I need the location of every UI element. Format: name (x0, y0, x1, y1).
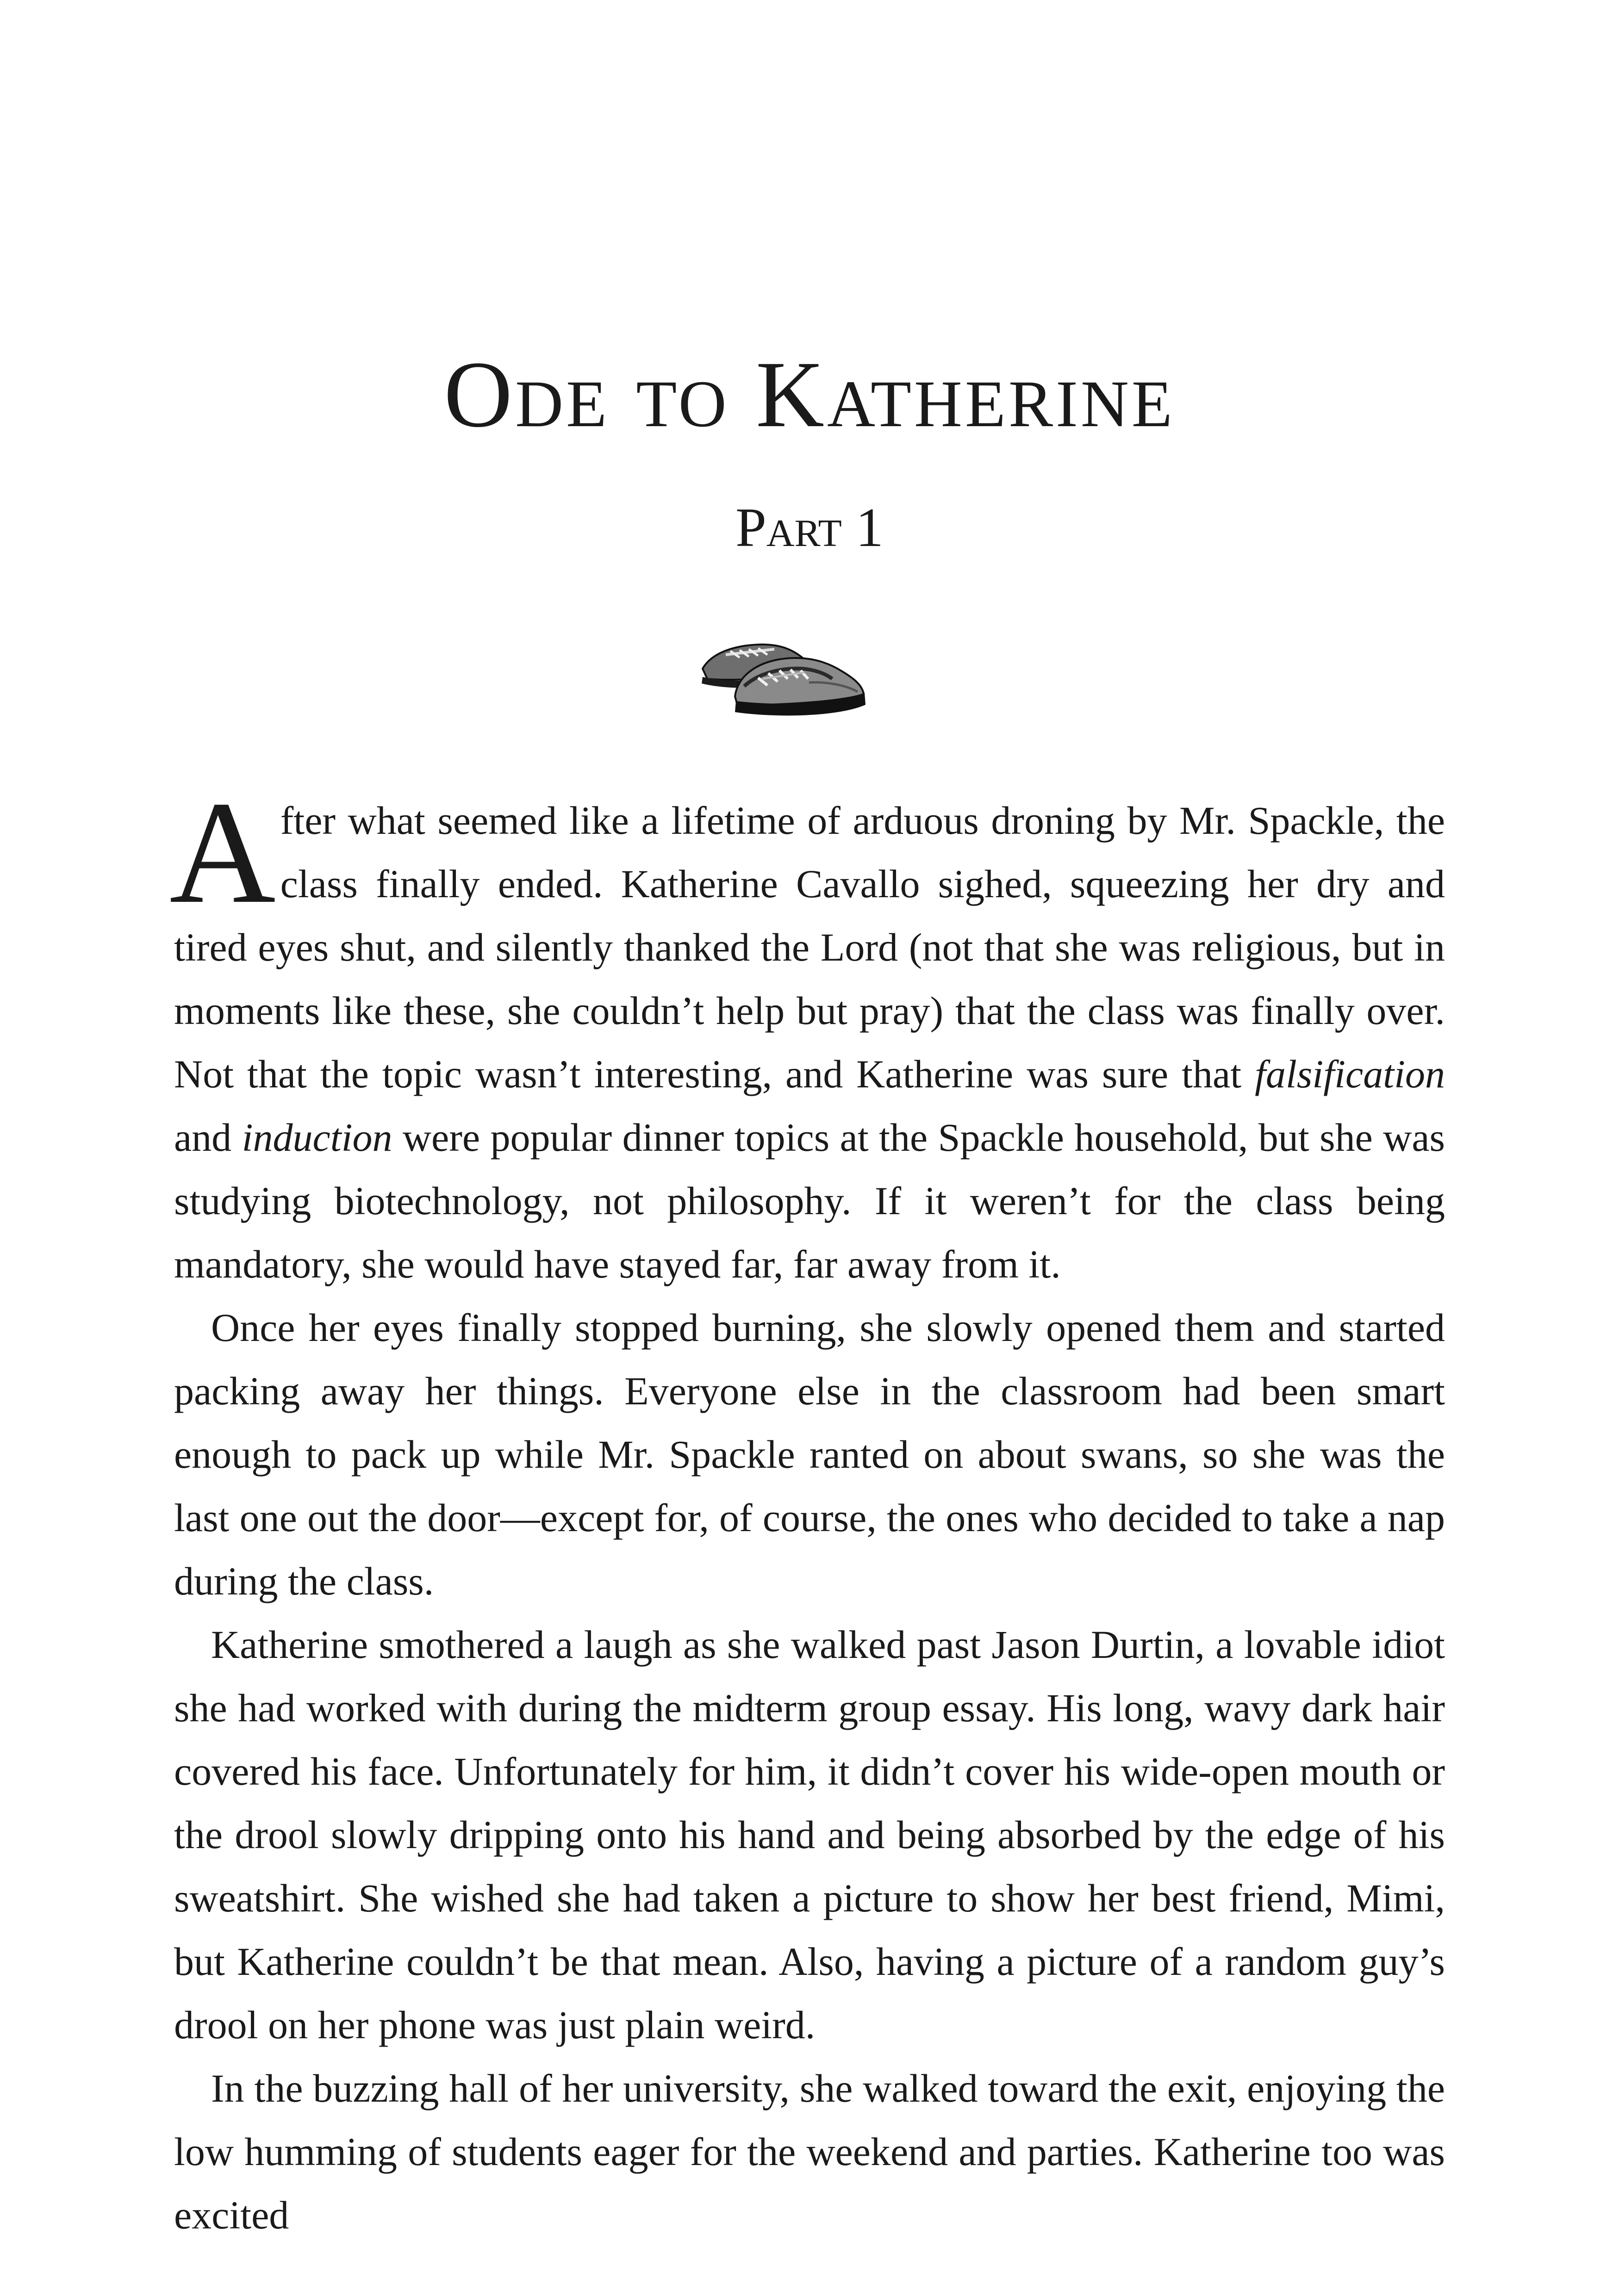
paragraph-4: In the buzzing hall of her university, she walked toward the exit, enjoying the low humming of students eager for the weekend and parties. Katherine too was excited (174, 2066, 1445, 2237)
paragraph-1-text-b: and (174, 1115, 242, 1160)
paragraph-1-text-a: fter what seemed like a lifetime of arduous droning by Mr. Spackle, the class finally ended. Katherine Cavallo sighed, squeezing her dry and tired eyes shut, and silently thanked the Lord (not that she was religious, but in moments like these, she couldn’t help but pray) that the class was finally over. Not that the topic wasn’t interesting, and Katherine was sure that (174, 798, 1445, 1096)
paragraph-2: Once her eyes finally stopped burning, she slowly opened them and started packing away her things. Everyone else in the classroom had been smart enough to pack up while Mr. Spackle ranted on about swans, so she was the last one out the door—except for, of course, the ones who decided to take a nap during the class. (174, 1305, 1445, 1603)
shoes-icon (693, 627, 869, 720)
drop-cap: A (169, 771, 276, 934)
chapter-title: Ode to Katherine (444, 342, 1175, 447)
paragraph-1 (169, 771, 1445, 1296)
emphasis-induction: induction (242, 1115, 392, 1160)
emphasis-falsification: falsification (1255, 1052, 1445, 1096)
body-text (169, 771, 1445, 2247)
chapter-part-heading: Part 1 (735, 496, 884, 558)
paragraph-3: Katherine smothered a laugh as she walked past Jason Durtin, a lovable idiot she had worked with during the midterm group essay. His long, wavy dark hair covered his face. Unfortunately for him, it didn’t cover his wide-open mouth or the drool slowly dripping onto his hand and being absorbed by the edge of his sweatshirt. She wished she had taken a picture to show her best friend, Mimi, but Katherine couldn’t be that mean. Also, having a picture of a random guy’s drool on her phone was just plain weird. (174, 1622, 1445, 2047)
paragraph-1-text-c: were popular dinner topics at the Spackle household, but she was studying biotechnology, not philosophy. If it weren’t for the class being mandatory, she would have stayed far, far away from it. (174, 1115, 1445, 1286)
